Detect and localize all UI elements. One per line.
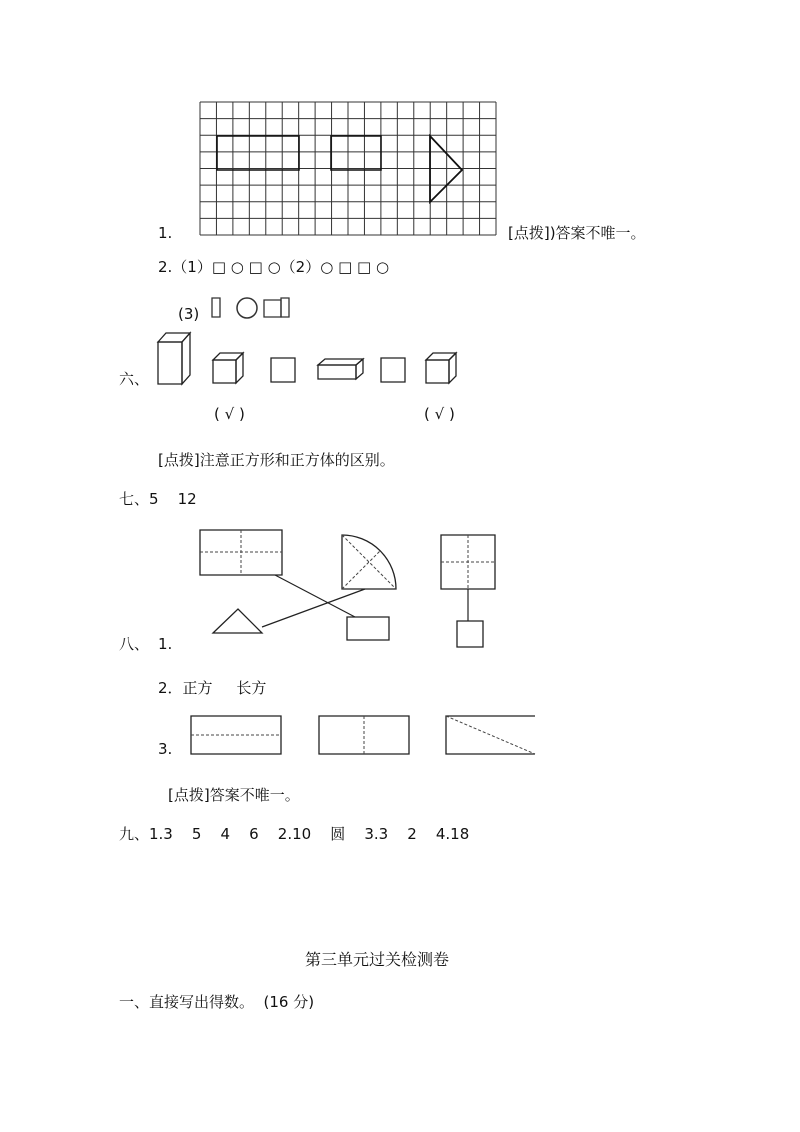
small-rectangle-shape: [281, 298, 289, 317]
p5-q1-number: 1.: [158, 224, 173, 242]
flat-cuboid-shape: [318, 359, 363, 379]
p6-label: 六、: [119, 370, 150, 388]
p6-hint: [点拨]注意正方形和正方体的区别。: [158, 451, 395, 469]
section-title: 第三单元过关检测卷: [305, 950, 450, 969]
triangle-shape: [213, 609, 262, 633]
folded-rectangle-shape: [200, 530, 282, 575]
p6-mark-2: ( √ ): [424, 405, 455, 423]
divided-rectangle-diagonal: [446, 716, 535, 754]
grid-lines: [200, 102, 496, 235]
p8-q1-number: 1.: [158, 635, 173, 653]
cube-shape-2: [426, 353, 456, 383]
section-q1: 一、直接写出得数。 (16 分): [119, 993, 315, 1011]
divided-rectangle-horizontal: [191, 716, 281, 754]
small-square-shape: [457, 621, 483, 647]
p9-text: 九、1.3 5 4 6 2.10 圆 3.3 2 4.18: [119, 825, 470, 843]
square-shape-1: [271, 358, 295, 382]
grid-figure: [200, 102, 496, 235]
folded-square-shape: [441, 535, 495, 589]
p5-q2-text: 2.（1）□ ○ □ ○（2）○ □ □ ○: [158, 258, 390, 276]
tall-cuboid-shape: [158, 333, 190, 384]
p7-text: 七、5 12: [119, 490, 197, 508]
p8-hint: [点拨]答案不唯一。: [168, 786, 300, 804]
p5-q3-number: (3): [178, 305, 200, 323]
match-line-1: [275, 575, 355, 617]
p5-q1-hint: [点拨])答案不唯一。: [508, 224, 646, 242]
cube-shape-1: [213, 353, 243, 383]
p8-q3-figure: [188, 713, 538, 758]
divided-rectangle-vertical: [319, 716, 409, 754]
p6-shapes: [150, 328, 470, 388]
p8-q2-text: 2．正方 长方: [158, 679, 267, 697]
circle-shape: [237, 298, 257, 318]
p8-matching-figure: [195, 525, 515, 650]
p8-q3-number: 3.: [158, 740, 173, 758]
square-shape: [264, 300, 281, 317]
grid-rectangle: [217, 136, 299, 170]
p6-mark-1: ( √ ): [214, 405, 245, 423]
p5-q3-shapes: [210, 296, 292, 320]
small-rectangle-shape: [347, 617, 389, 640]
narrow-rectangle-shape: [212, 298, 220, 317]
grid-square: [331, 136, 381, 170]
square-shape-2: [381, 358, 405, 382]
p8-label: 八、: [119, 635, 150, 653]
folded-quarter-circle-shape: [342, 535, 396, 589]
